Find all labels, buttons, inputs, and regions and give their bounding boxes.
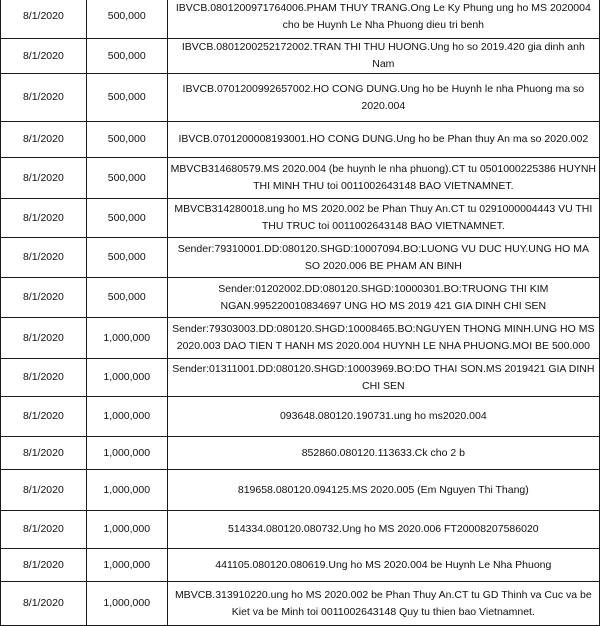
table-row (1, 582, 600, 626)
description-cell: 441105.080120.080619.Ung ho MS 2020.004 be Huynh Le Nha Phuong (167, 549, 599, 582)
date-cell: 8/1/2020 (1, 122, 87, 158)
amount-cell: 1,000,000 (86, 582, 167, 626)
table-row (1, 549, 600, 582)
date-cell: 8/1/2020 (1, 199, 87, 238)
date-cell: 8/1/2020 (1, 0, 87, 39)
description-cell: 093648.080120.190731.ung ho ms2020.004 (167, 397, 599, 437)
table-row (1, 511, 600, 549)
amount-cell: 500,000 (86, 39, 167, 74)
amount-cell: 500,000 (86, 122, 167, 158)
date-cell: 8/1/2020 (1, 582, 87, 626)
table-row (1, 397, 600, 437)
description-cell: 852860.080120.113633.Ck cho 2 b (167, 437, 599, 470)
description-cell: 514334.080120.080732.Ung ho MS 2020.006 FT20008207586020 (167, 511, 599, 549)
date-cell: 8/1/2020 (1, 158, 87, 199)
table-row (1, 39, 600, 74)
description-cell: IBVCB.0801200971764006.PHAM THUY TRANG.Ong Le Ky Phung ung ho MS 2020004 cho be Huynh Le Nha Phuong dieu tri benh (167, 0, 599, 39)
date-cell: 8/1/2020 (1, 74, 87, 122)
date-cell: 8/1/2020 (1, 318, 87, 359)
amount-cell: 500,000 (86, 238, 167, 278)
amount-cell: 500,000 (86, 278, 167, 318)
table-row (1, 437, 600, 470)
date-cell: 8/1/2020 (1, 397, 87, 437)
date-cell: 8/1/2020 (1, 359, 87, 397)
description-cell: IBVCB.0801200252172002.TRAN THI THU HUONG.Ung ho so 2019.420 gia dinh anh Nam (167, 39, 599, 74)
amount-cell: 500,000 (86, 74, 167, 122)
table-row (1, 470, 600, 511)
table-row (1, 278, 600, 318)
date-cell: 8/1/2020 (1, 470, 87, 511)
date-cell: 8/1/2020 (1, 278, 87, 318)
date-cell: 8/1/2020 (1, 238, 87, 278)
amount-cell: 500,000 (86, 158, 167, 199)
description-cell: Sender:79303003.DD:080120.SHGD:10008465.BO:NGUYEN THONG MINH.UNG HO MS 2020.003 DAO TIEN T HANH MS 2020.004 HUYNH LE NHA PHUONG.MOI BE 500.000 (167, 318, 599, 359)
description-cell: 819658.080120.094125.MS 2020.005 (Em Nguyen Thi Thang) (167, 470, 599, 511)
date-cell: 8/1/2020 (1, 39, 87, 74)
amount-cell: 1,000,000 (86, 359, 167, 397)
description-cell: IBVCB.0701200992657002.HO CONG DUNG.Ung ho be Huynh le nha Phuong ma so 2020.004 (167, 74, 599, 122)
description-cell: Sender:79310001.DD:080120.SHGD:10007094.BO:LUONG VU DUC HUY.UNG HO MA SO 2020.006 BE PHAM AN BINH (167, 238, 599, 278)
table-row (1, 74, 600, 122)
table-row (1, 122, 600, 158)
description-cell: IBVCB.0701200008193001.HO CONG DUNG.Ung ho be Phan thuy An ma so 2020.002 (167, 122, 599, 158)
amount-cell: 500,000 (86, 0, 167, 39)
table-row (1, 318, 600, 359)
amount-cell: 1,000,000 (86, 470, 167, 511)
date-cell: 8/1/2020 (1, 437, 87, 470)
table-row (1, 158, 600, 199)
table-row (1, 238, 600, 278)
amount-cell: 1,000,000 (86, 549, 167, 582)
date-cell: 8/1/2020 (1, 511, 87, 549)
table-row (1, 199, 600, 238)
amount-cell: 1,000,000 (86, 511, 167, 549)
description-cell: Sender:01311001.DD:080120.SHGD:10003969.BO:DO THAI SON.MS 2019421 GIA DINH CHI SEN (167, 359, 599, 397)
amount-cell: 1,000,000 (86, 437, 167, 470)
description-cell: MBVCB.313910220.ung ho MS 2020.002 be Phan Thuy An.CT tu GD Thinh va Cuc va be Kiet va be Minh toi 0011002643148 Quy tu thien bao Vietnamnet. (167, 582, 599, 626)
table-row (1, 0, 600, 39)
transactions-table-body (1, 0, 600, 626)
table-row (1, 359, 600, 397)
date-cell: 8/1/2020 (1, 549, 87, 582)
description-cell: MBVCB314680579.MS 2020.004 (be huynh le nha phuong).CT tu 0501000225386 HUYNH THI MINH THU toi 0011002643148 BAO VIETNAMNET. (167, 158, 599, 199)
description-cell: Sender:01202002.DD:080120.SHGD:10000301.BO:TRUONG THI KIM NGAN.995220010834697 UNG HO MS 2019 421 GIA DINH CHI SEN (167, 278, 599, 318)
amount-cell: 1,000,000 (86, 397, 167, 437)
description-cell: MBVCB314280018.ung ho MS 2020.002 be Phan Thuy An.CT tu 0291000004443 VU THI THU TRUC toi 0011002643148 BAO VIETNAMNET. (167, 199, 599, 238)
amount-cell: 1,000,000 (86, 318, 167, 359)
amount-cell: 500,000 (86, 199, 167, 238)
